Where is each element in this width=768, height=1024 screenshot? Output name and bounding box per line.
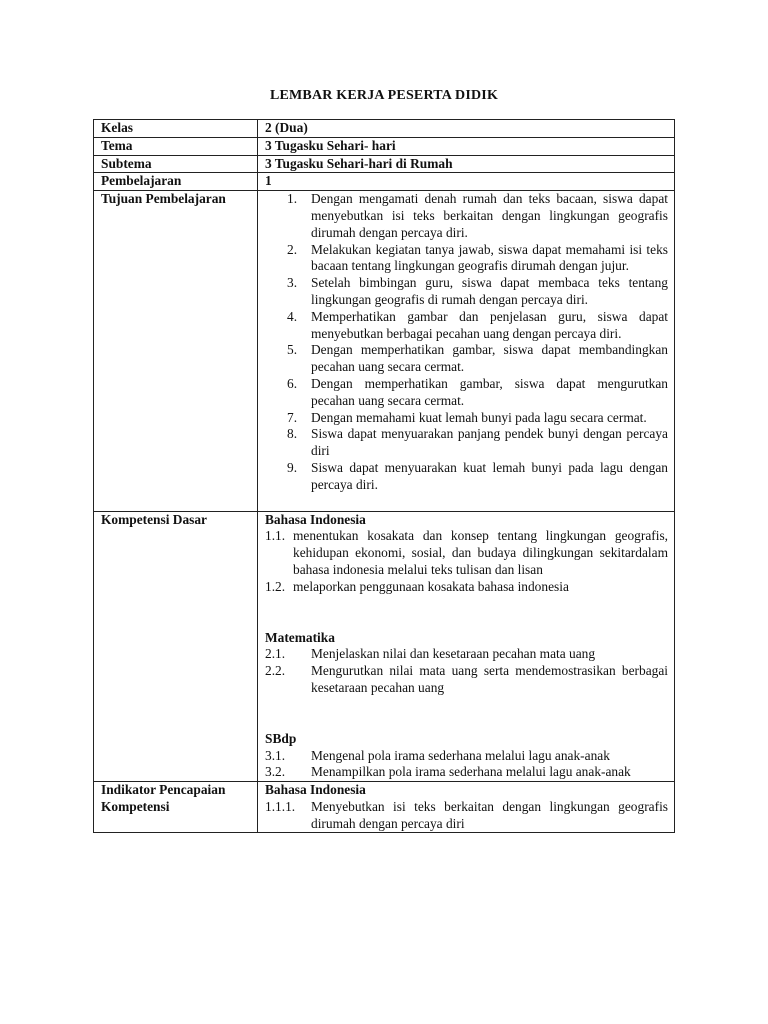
value-subtema: 3 Tugasku Sehari-hari di Rumah [258, 155, 675, 173]
table-row [94, 137, 675, 155]
label-tema: Tema [94, 137, 258, 155]
list-item: 6. Dengan memperhatikan gambar, siswa dapat mengurutkan pecahan uang secara cermat. [287, 375, 668, 408]
kd-item: 2.2. Mengurutkan nilai mata uang serta mendemostrasikan berbagai kesetaraan pecahan uang [265, 663, 668, 695]
table-row [94, 120, 675, 138]
table-row [94, 155, 675, 173]
kd-item: 1.1. menentukan kosakata dan konsep tentang lingkungan geografis, kehidupan ekonomi, sosial, dan budaya dilingkungan sekitardalam bahasa indonesia melalui teks tulisan dan lisan [265, 528, 668, 577]
kd-item: 1.2. melaporkan penggunaan kosakata bahasa indonesia [265, 578, 569, 594]
list-item: 2. Melakukan kegiatan tanya jawab, siswa dapat memahami isi teks bacaan tentang lingkungan geografis dirumah dengan jujur. [287, 241, 668, 274]
list-item: 5. Dengan memperhatikan gambar, siswa dapat membandingkan pecahan uang secara cermat. [287, 342, 668, 375]
kd-item: 3.1. Mengenal pola irama sederhana melalui lagu anak-anak [265, 747, 610, 763]
value-kompetensi [258, 511, 675, 782]
subject-heading: Bahasa Indonesia [265, 782, 366, 798]
list-item: 8. Siswa dapat menyuarakan panjang pendek bunyi dengan percaya diri [287, 426, 668, 459]
value-pembelajaran: 1 [258, 173, 675, 191]
lkpd-table [93, 119, 675, 833]
label-pembelajaran: Pembelajaran [94, 173, 258, 191]
list-item: 4. Memperhatikan gambar dan penjelasan guru, siswa dapat menyebutkan berbagai pecahan uang dengan percaya diri. [287, 308, 668, 341]
value-tema: 3 Tugasku Sehari- hari [258, 137, 675, 155]
subject-heading: Bahasa Indonesia [265, 511, 366, 527]
subject-heading: SBdp [265, 730, 297, 746]
value-tujuan [258, 191, 675, 511]
subject-heading: Matematika [265, 629, 335, 645]
label-kelas: Kelas [94, 120, 258, 138]
label-subtema: Subtema [94, 155, 258, 173]
table-row [94, 511, 675, 782]
label-tujuan: Tujuan Pembelajaran [94, 191, 258, 511]
list-item: 1. Dengan mengamati denah rumah dan teks bacaan, siswa dapat menyebutkan isi teks berkaitan dengan lingkungan geografis dirumah dengan percaya diri. [287, 191, 668, 240]
label-kompetensi: Kompetensi Dasar [94, 511, 258, 782]
list-item: 3. Setelah bimbingan guru, siswa dapat membaca teks tentang lingkungan geografis di rumah dengan percaya diri. [287, 275, 668, 307]
label-indikator: Indikator Pencapaian Kompetensi [94, 782, 258, 833]
table-row [94, 173, 675, 191]
kd-item: 3.2. Menampilkan pola irama sederhana melalui lagu anak-anak [265, 764, 631, 780]
page-title: LEMBAR KERJA PESERTA DIDIK [269, 88, 499, 103]
value-kelas: 2 (Dua) [258, 120, 675, 138]
table-row [94, 782, 675, 833]
kd-item: 1.1.1. Menyebutkan isi teks berkaitan dengan lingkungan geografis dirumah dengan percaya diri [265, 798, 668, 831]
kd-item: 2.1. Menjelaskan nilai dan kesetaraan pecahan mata uang [265, 646, 596, 662]
table-row [94, 191, 675, 511]
list-item: 9. Siswa dapat menyuarakan kuat lemah bunyi pada lagu dengan percaya diri. [287, 459, 668, 492]
list-item: 7. Dengan memahami kuat lemah bunyi pada lagu secara cermat. [287, 409, 647, 425]
value-indikator [258, 782, 675, 833]
goals-list [265, 191, 668, 493]
